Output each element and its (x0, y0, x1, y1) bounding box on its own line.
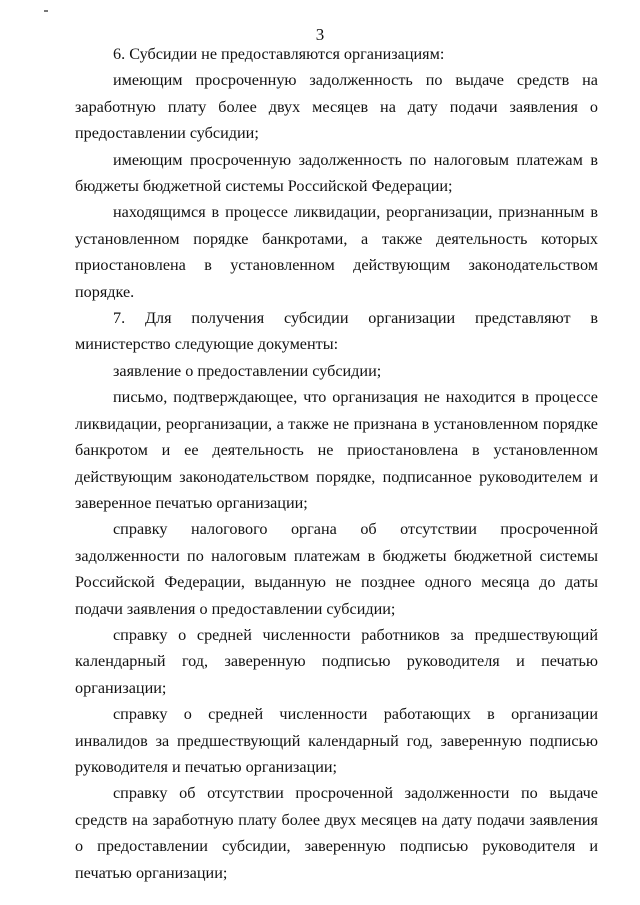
paragraph-wage-certificate: справку об отсутствии просроченной задолженности по выдаче средств на заработную плату более двух месяцев на дату подачи заявления о предоставлении субсидии, заверенную подписью руководителя и печатью организации; (75, 784, 598, 882)
document-body (75, 41, 598, 886)
paragraph-item-7: 7. Для получения субсидии организации представляют в министерство следующие документы: (75, 309, 598, 354)
paragraph-application: заявление о предоставлении субсидии; (113, 361, 382, 380)
paragraph-liquidation: находящимся в процессе ликвидации, реорганизации, признанным в установленном порядке банкротами, а также деятельность которых приостановлена в установленном действующим законодательством порядке. (75, 203, 598, 301)
page-number: 3 (315, 25, 325, 44)
paragraph-tax-certificate: справку налогового органа об отсутствии просроченной задолженности по налоговым платежам в бюджеты бюджетной системы Российской Федерации, выданную не позднее одного месяца до даты подачи заявления о предоставлении субсидии; (75, 520, 598, 618)
paragraph-overdue-wages: имеющим просроченную задолженность по выдаче средств на заработную плату более двух месяцев на дату подачи заявления о предоставлении субсидии; (75, 71, 598, 143)
paragraph-overdue-taxes: имеющим просроченную задолженность по налоговым платежам в бюджеты бюджетной системы Российской Федерации; (75, 150, 598, 196)
paragraph-item-6: 6. Субсидии не предоставляются организациям: (113, 45, 445, 63)
paragraph-disabled-employees: справку о средней численности работающих в организации инвалидов за предшествующий календарный год, заверенную подписью руководителя и печатью организации; (75, 705, 598, 776)
scan-artifact (44, 10, 48, 12)
paragraph-letter: письмо, подтверждающее, что организация не находится в процессе ликвидации, реорганизации, а также не признана в установленном порядке банкротом и ее деятельность не приостановлена в установленном действующим законодательством порядке, подписанное руководителем и заверенное печатью организации; (75, 388, 598, 512)
paragraph-employee-count: справку о средней численности работников за предшествующий календарный год, заверенную подписью руководителя и печатью организации; (75, 625, 598, 697)
